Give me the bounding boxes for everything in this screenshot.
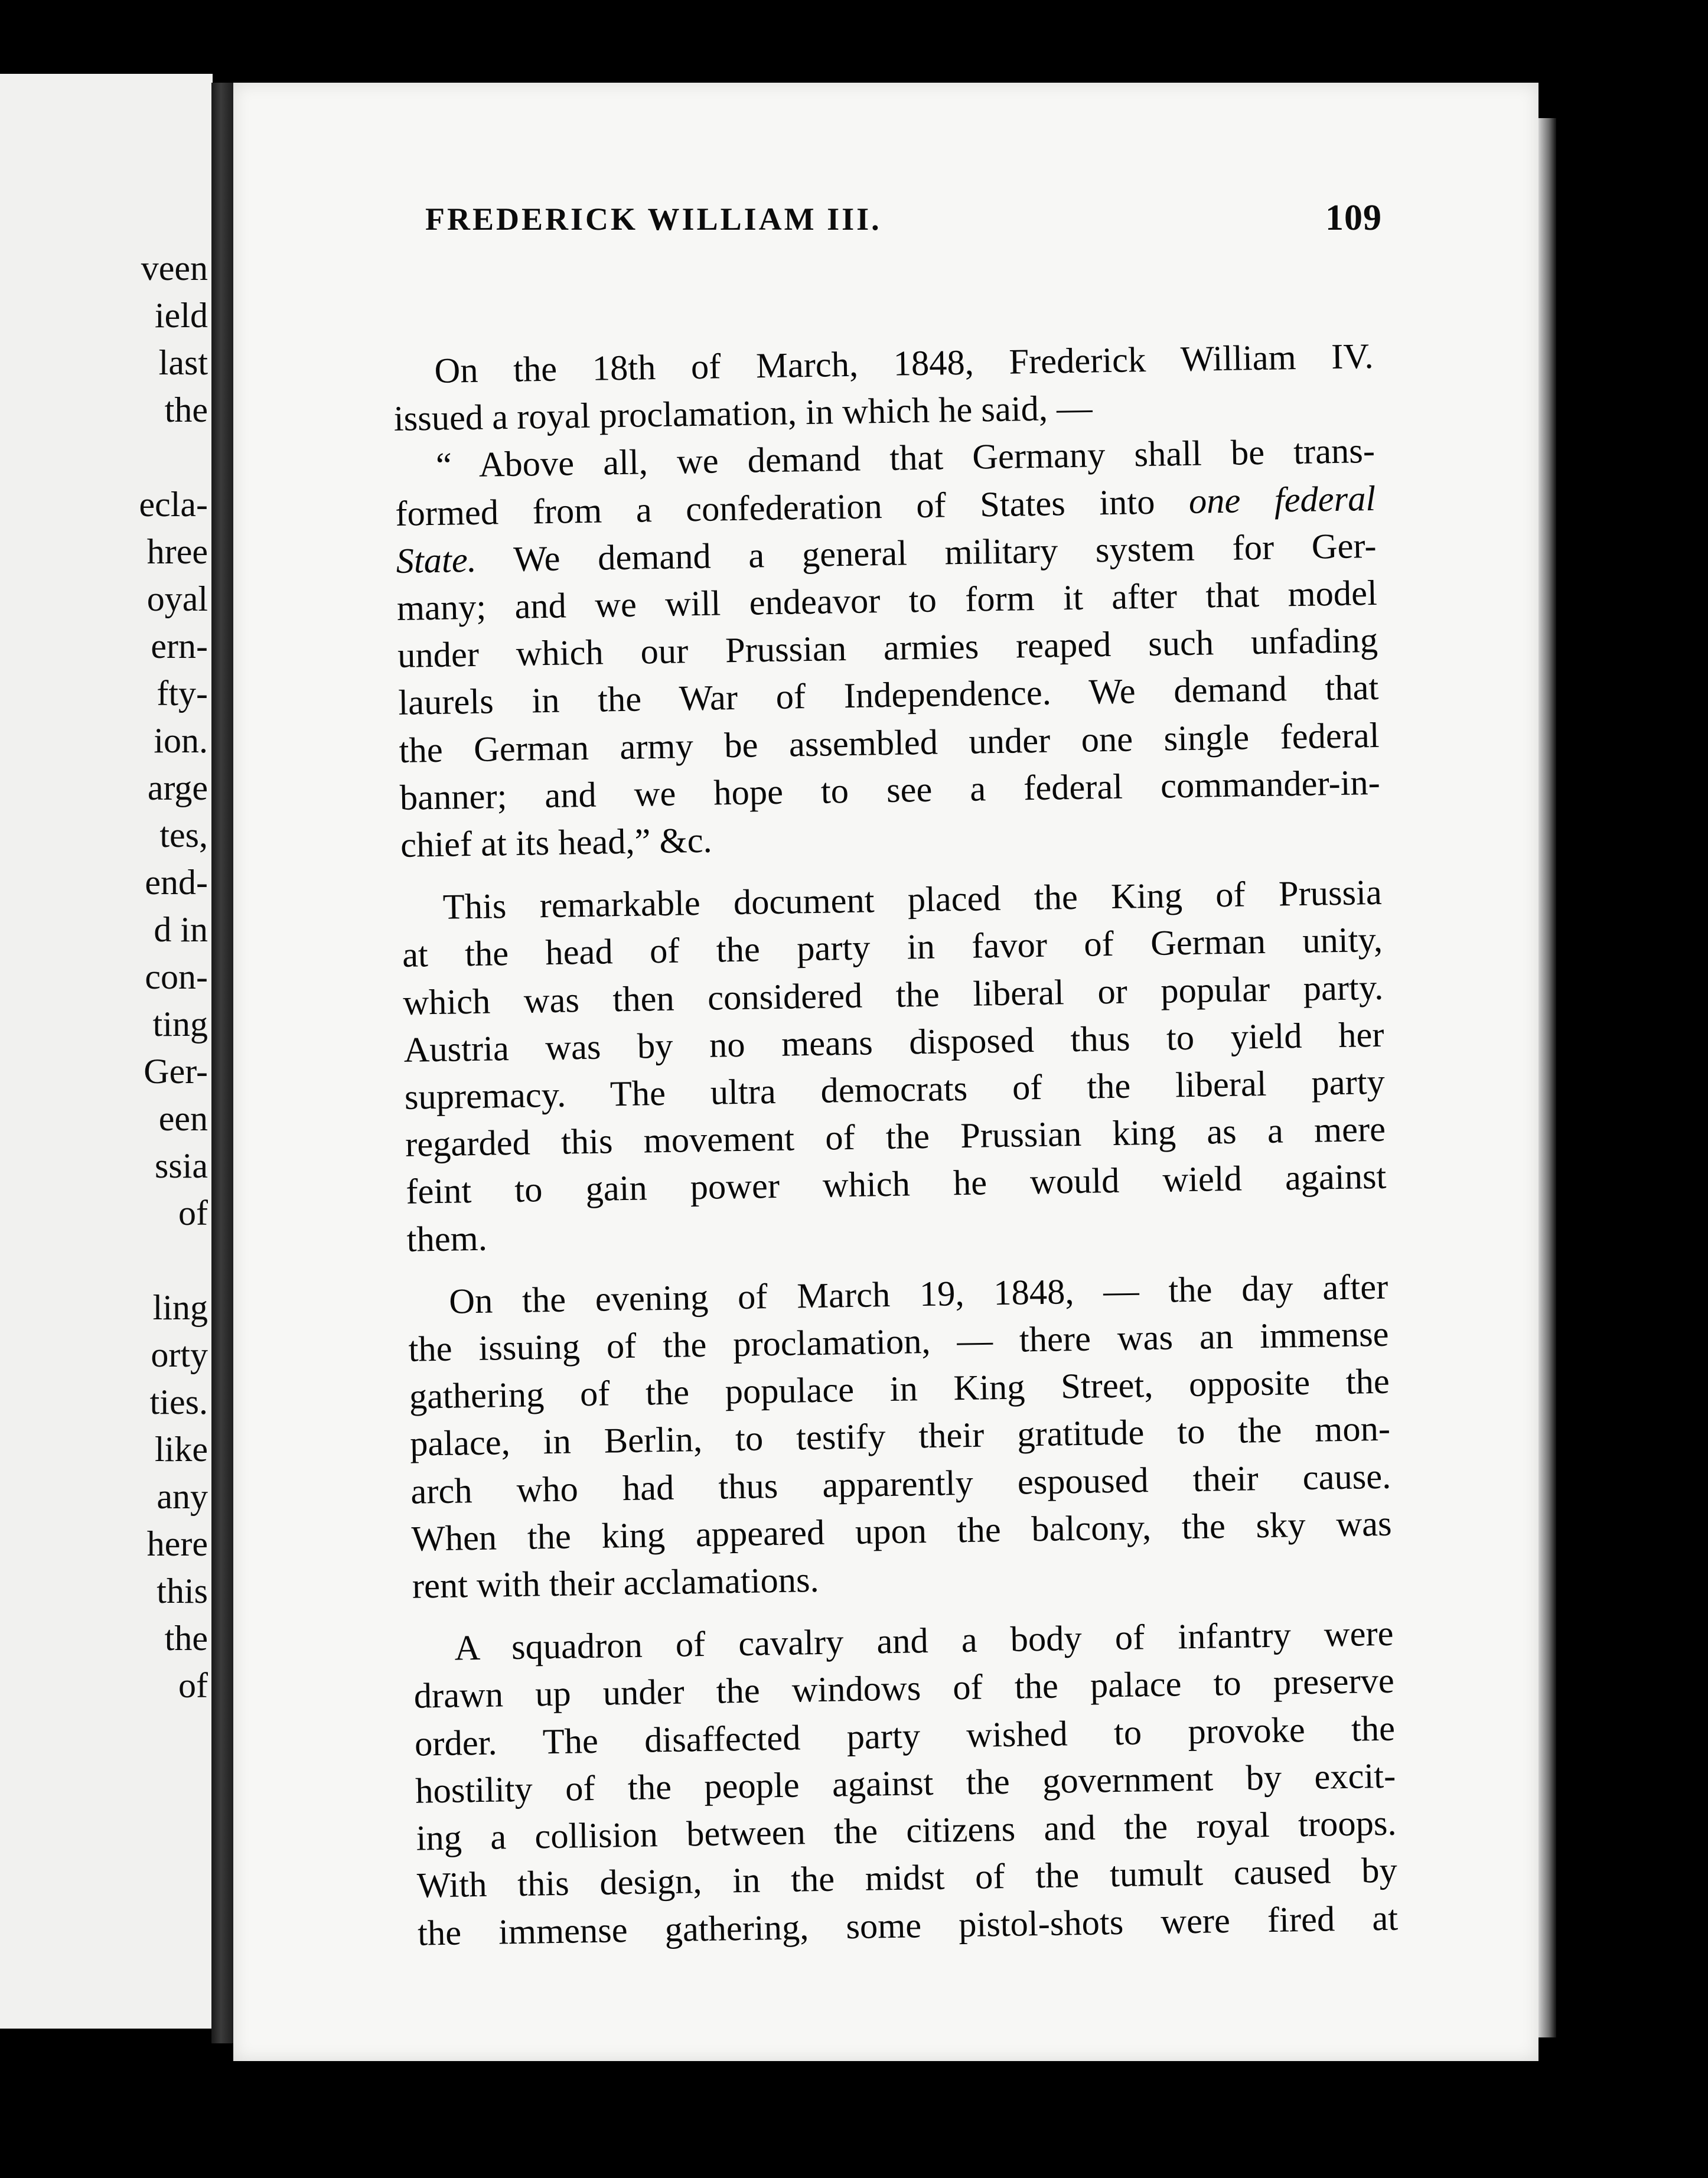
text-line: the German army be assembled under one single federal: [399, 715, 1380, 771]
text-line: When the king appeared upon the balcony, the sky was: [411, 1504, 1392, 1559]
text-line: On the evening of March 19, 1848, — the day after: [448, 1267, 1388, 1322]
text-line: at the head of the party in favor of German unity,: [402, 920, 1383, 976]
facing-page-fragment: fty-: [157, 674, 208, 713]
facing-page-fragment: d in: [154, 910, 208, 949]
text-line: many; and we will endeavor to form it after that model: [396, 573, 1378, 628]
text-line: the issuing of the proclamation, — there was an immense: [408, 1314, 1389, 1370]
facing-page-fragment: ield: [155, 296, 208, 335]
text-run: We demand a general military system for Ger-: [476, 526, 1377, 580]
facing-page-fragment: oyal: [146, 579, 208, 618]
text-line: feint to gain power which he would wield against: [405, 1157, 1387, 1212]
facing-page-fragment: veen: [141, 249, 208, 288]
text-line: rent with their acclamations.: [412, 1560, 820, 1606]
italic-text: State.: [396, 540, 477, 581]
book-gutter: [211, 83, 235, 2043]
text-line: hostility of the people against the government by excit-: [415, 1756, 1396, 1811]
facing-page: [0, 74, 213, 2029]
facing-page-fragment: Ger-: [144, 1052, 208, 1091]
facing-page-fragment: here: [146, 1524, 208, 1563]
text-line: “ Above all, we demand that Germany shall be trans-: [435, 431, 1375, 486]
facing-page-fragment: ssia: [155, 1146, 208, 1185]
facing-page-fragment: last: [158, 343, 208, 382]
text-line: Austria was by no means disposed thus to yield her: [403, 1015, 1384, 1070]
facing-page-fragment: een: [158, 1099, 208, 1138]
facing-page-fragment: ties.: [149, 1383, 208, 1421]
running-title: FREDERICK WILLIAM III.: [425, 201, 882, 237]
facing-page-fragment: ion.: [154, 721, 208, 760]
facing-page-fragment: ling: [152, 1288, 208, 1327]
facing-page-fragment: tes,: [159, 816, 208, 855]
body-text: [393, 333, 1399, 1957]
text-line: them.: [406, 1218, 488, 1260]
text-line: banner; and we hope to see a federal commander-in-: [399, 762, 1381, 818]
paragraph-quotation: [395, 428, 1381, 869]
facing-page-fragment: end-: [145, 863, 208, 902]
text-line: under which our Prussian armies reaped such unfading: [397, 621, 1378, 676]
facing-page-fragment: orty: [151, 1335, 208, 1374]
text-line: which was then considered the liberal or popular party.: [402, 967, 1384, 1023]
paragraph-document: [401, 869, 1387, 1264]
facing-page-fragment: con-: [145, 957, 208, 996]
text-line: arch who had thus apparently espoused their cause.: [410, 1456, 1391, 1512]
facing-page-fragment: of: [178, 1666, 208, 1705]
text-line: On the 18th of March, 1848, Frederick William IV.: [434, 336, 1374, 391]
page-number: 109: [1325, 198, 1382, 238]
text-line: the immense gathering, some pistol-shots were fired at: [417, 1898, 1399, 1954]
text-line: laurels in the War of Independence. We demand that: [397, 668, 1379, 723]
text-line: gathering of the populace in King Street, opposite the: [409, 1361, 1390, 1417]
running-head: [425, 198, 1382, 238]
facing-page-fragment: the: [164, 1619, 208, 1658]
text-line: regarded this movement of the Prussian king as a mere: [405, 1110, 1386, 1165]
facing-page-fragment: the: [164, 390, 208, 429]
text-line: issued a royal proclamation, in which he said, —: [393, 388, 1093, 439]
facing-page-fragment: arge: [147, 768, 208, 807]
facing-page-fragment: ern-: [151, 627, 208, 666]
page-edge: [1538, 118, 1556, 2037]
text-run: formed from a confederation of States into: [395, 481, 1189, 534]
facing-page-fragment: this: [157, 1571, 208, 1610]
text-line: With this design, in the midst of the tumult caused by: [416, 1850, 1398, 1906]
text-line: chief at its head,” &c.: [400, 820, 713, 865]
text-line: supremacy. The ultra democrats of the liberal party: [404, 1062, 1386, 1117]
text-line: ing a collision between the citizens and the royal troops.: [416, 1803, 1397, 1859]
facing-page-fragment: ting: [152, 1005, 208, 1044]
facing-page-fragment: of: [178, 1194, 208, 1233]
italic-text: one federal: [1188, 478, 1376, 521]
text-line: order. The disaffected party wished to provoke the: [414, 1709, 1396, 1764]
paragraph-proclamation-intro: [393, 333, 1374, 443]
text-line: A squadron of cavalry and a body of infantry were: [454, 1613, 1394, 1668]
facing-page-fragment: like: [155, 1430, 208, 1469]
text-line: palace, in Berlin, to testify their gratitude to the mon-: [409, 1409, 1391, 1465]
paragraph-squadron: [413, 1610, 1399, 1957]
facing-page-fragment: any: [157, 1477, 208, 1516]
text-line: This remarkable document placed the King of Prussia: [442, 873, 1383, 928]
facing-page-fragment: ecla-: [139, 485, 208, 524]
facing-page-fragment: hree: [146, 532, 208, 571]
paragraph-evening: [408, 1264, 1393, 1610]
text-line: drawn up under the windows of the palace to preserve: [413, 1661, 1395, 1717]
